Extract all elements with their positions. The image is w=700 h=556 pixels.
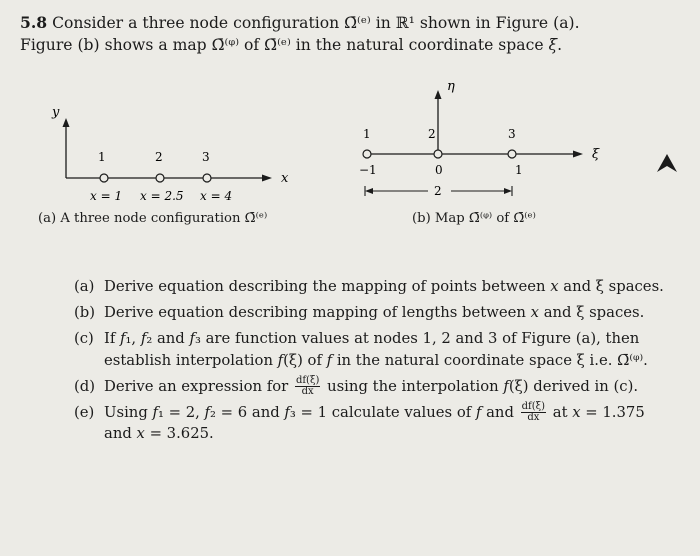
length-arrow-right <box>504 188 512 194</box>
fraction-denominator: dx <box>301 386 314 397</box>
question-a <box>74 276 674 298</box>
problem-statement: 5.8 Consider a three node configuration Ω̄⁽ᵉ⁾ in ℝ¹ shown in Figure (a). Figure (b) shows a map Ω̄⁽ᵠ⁾ of Ω̄⁽ᵉ⁾ in the natural coordinate space ξ. <box>20 13 580 54</box>
statement-part: in <box>370 14 396 32</box>
question-text: Derive equation describing the mapping of points between 𝑥 and ξ spaces. <box>104 278 664 295</box>
question-c <box>74 328 674 371</box>
y-axis-arrow <box>63 118 70 127</box>
coord-label-minus-1: −1 <box>359 163 377 177</box>
question-e <box>74 402 674 445</box>
question-text: using the interpolation 𝑓(ξ) derived in (c). <box>322 377 639 395</box>
eta-axis-arrow <box>435 90 442 99</box>
coord-label-1: x = 1 <box>90 189 123 203</box>
question-text: If 𝑓₁, 𝑓₂ and 𝑓₃ are function values at nodes 1, 2 and 3 of Figure (a), then establish interpolation 𝑓(ξ) of 𝑓 in the natural coordinate space ξ i.e. Ω̄⁽ᵠ⁾. <box>104 330 648 369</box>
coord-label-0: 0 <box>435 163 443 177</box>
node-1 <box>100 174 108 182</box>
question-label: (d) <box>74 377 96 395</box>
node-number-1: 1 <box>98 150 106 164</box>
question-text: Derive equation describing mapping of lengths between 𝑥 and ξ spaces. <box>104 304 645 321</box>
problem-number: 5.8 <box>20 13 48 32</box>
omega-e-symbol: Ω̄⁽ᵉ⁾ <box>264 36 291 54</box>
node-number-1: 1 <box>363 127 371 141</box>
fraction-denominator: dx <box>527 412 540 423</box>
node-3 <box>203 174 211 182</box>
question-label: (a) <box>74 278 95 295</box>
xi-axis-label: ξ <box>592 147 600 162</box>
x-axis-arrow <box>262 175 272 182</box>
node-number-3: 3 <box>508 127 516 141</box>
question-text: at 𝑥 = 1.375 and 𝑥 = 3.625. <box>104 403 645 442</box>
figure-a <box>30 92 290 208</box>
cursor-icon <box>655 152 681 174</box>
question-b <box>74 302 674 324</box>
coord-label-2: x = 2.5 <box>140 189 184 203</box>
node-3 <box>508 150 516 158</box>
node-number-3: 3 <box>202 150 210 164</box>
coord-label-1: 1 <box>515 163 523 177</box>
question-label: (c) <box>74 330 94 347</box>
question-list <box>74 276 674 449</box>
length-label: 2 <box>434 184 442 198</box>
omega-xi-symbol: Ω̄⁽ᵠ⁾ <box>211 36 240 54</box>
x-axis-label: x <box>281 171 289 186</box>
statement-part: Figure (b) shows a map <box>20 36 212 54</box>
statement-part: in the natural coordinate space <box>290 36 549 54</box>
statement-part: Consider a three node configuration <box>52 14 345 32</box>
fraction-numerator: df(ξ) <box>521 401 546 412</box>
eta-axis-label: η <box>447 79 455 94</box>
length-arrow-left <box>365 188 373 194</box>
xi-axis-arrow <box>573 151 583 158</box>
coord-label-3: x = 4 <box>200 189 233 203</box>
node-number-2: 2 <box>428 127 436 141</box>
fraction-numerator: df(ξ) <box>295 375 320 386</box>
r1-symbol: ℝ¹ <box>395 14 415 32</box>
derivative-fraction <box>295 376 320 397</box>
y-axis-label: y <box>52 105 60 120</box>
question-label: (b) <box>74 304 96 321</box>
statement-part: of <box>239 36 265 54</box>
question-d <box>74 376 674 398</box>
node-1 <box>363 150 371 158</box>
node-2 <box>434 150 442 158</box>
figure-a-caption: (a) A three node configuration Ω̄⁽ᵉ⁾ <box>38 211 268 226</box>
question-text: Using 𝑓₁ = 2, 𝑓₂ = 6 and 𝑓₃ = 1 calculate values of 𝑓 and <box>104 403 519 421</box>
statement-part: shown in Figure (a). <box>414 14 580 32</box>
derivative-fraction <box>521 402 546 423</box>
figure-b-caption: (b) Map Ω̄⁽ᵠ⁾ of Ω̄⁽ᵉ⁾ <box>412 211 536 226</box>
node-number-2: 2 <box>155 150 163 164</box>
figure-b <box>345 76 625 204</box>
question-label: (e) <box>74 403 95 421</box>
question-text: Derive an expression for <box>104 377 293 395</box>
omega-e-symbol: Ω̄⁽ᵉ⁾ <box>344 14 371 32</box>
xi-symbol: ξ <box>548 36 558 54</box>
node-2 <box>156 174 164 182</box>
